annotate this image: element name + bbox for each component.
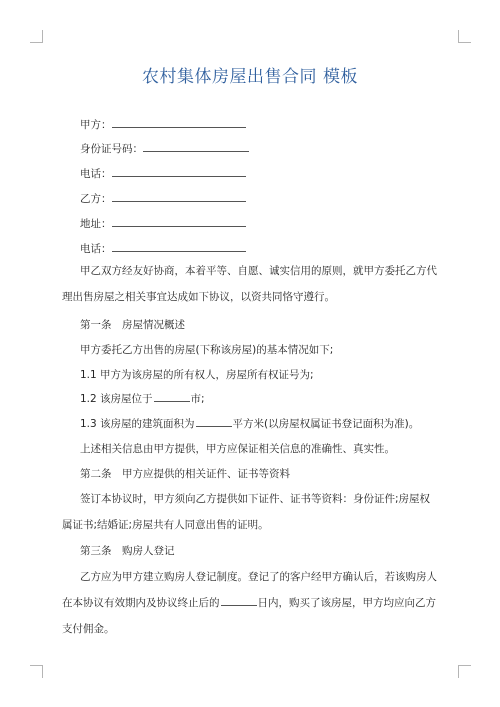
fill-blank[interactable] [196, 415, 232, 427]
fill-blank[interactable] [112, 165, 246, 177]
field-party-b [80, 190, 246, 206]
field-label: 电话： [80, 243, 112, 255]
article-1-p1: 甲方委托乙方出售的房屋(下称该房屋)的基本情况如下; [80, 344, 334, 356]
fill-blank[interactable] [112, 116, 246, 128]
field-party-a [80, 116, 246, 132]
text: 平方米(以房屋权属证书登记面积为准)。 [232, 418, 420, 430]
article-2-heading: 第二条 甲方应提供的相关证件、证书等资料 [80, 468, 290, 480]
field-address [80, 215, 246, 231]
field-label: 乙方： [80, 193, 112, 205]
fill-blank[interactable] [221, 594, 257, 606]
document-title: 农村集体房屋出售合同 模板 [142, 67, 358, 87]
field-id-number [80, 140, 249, 156]
article-1-p5: 上述相关信息由甲方提供，甲方应保证相关信息的准确性、真实性。 [80, 443, 395, 455]
crop-mark-bottom-left [30, 665, 43, 678]
fill-blank[interactable] [112, 240, 246, 252]
fill-blank[interactable] [143, 140, 249, 152]
article-3-p1 [62, 564, 440, 642]
fill-blank[interactable] [112, 215, 246, 227]
text: 市; [190, 393, 205, 405]
article-2-p1: 签订本协议时，甲方须向乙方提供如下证件、证书等资料：身份证件;房屋权属证书;结婚证;房屋共有人同意出售的证明。 [62, 493, 431, 531]
text: 日内，购买了该房屋，甲方均应向乙方支付佣金。 [62, 597, 436, 635]
text: 1.3 该房屋的建筑面积为 [80, 418, 195, 430]
field-label: 电话： [80, 168, 112, 180]
field-phone-b [80, 240, 246, 256]
crop-mark-bottom-right [458, 665, 471, 678]
article-1-heading: 第一条 房屋情况概述 [80, 319, 185, 331]
crop-mark-top-right [458, 30, 471, 43]
article-1-p4 [62, 411, 440, 437]
article-1-p3 [62, 386, 440, 412]
text: 乙方应为甲方建立购房人登记制度。登记了的客户经甲方确认后，若该购房人在本协议有效期内及协议终止后的 [62, 571, 437, 609]
intro-paragraph: 甲乙双方经友好协商，本着平等、自愿、诚实信用的原则，就甲方委托乙方代理出售房屋之相关事宜达成如下协议，以资共同恪守遵行。 [62, 265, 437, 303]
field-label: 身份证号码： [80, 143, 143, 155]
article-1-p2: 1.1 甲方为该房屋的所有权人，房屋所有权证号为; [80, 369, 314, 381]
crop-mark-top-left [30, 30, 43, 43]
field-label: 甲方： [80, 119, 112, 131]
article-3-heading: 第三条 购房人登记 [80, 545, 175, 557]
text: 1.2 该房屋位于 [80, 393, 153, 405]
fill-blank[interactable] [154, 390, 190, 402]
fill-blank[interactable] [112, 190, 246, 202]
field-label: 地址： [80, 218, 112, 230]
field-phone-a [80, 165, 246, 181]
